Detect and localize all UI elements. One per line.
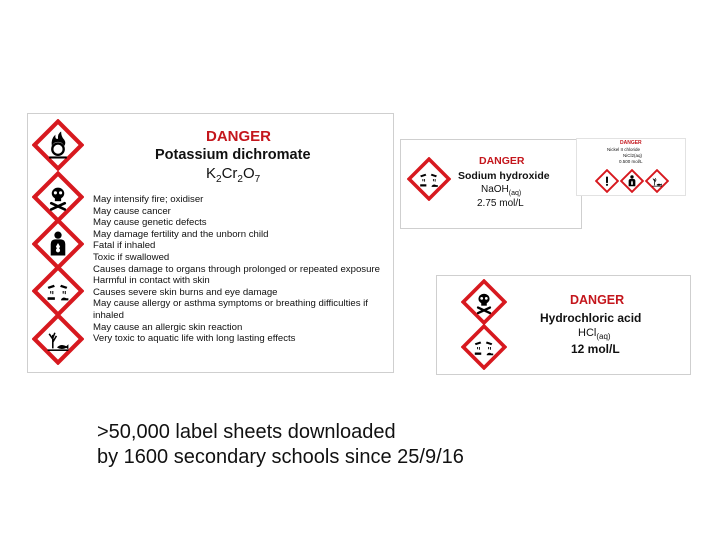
- signal-word: DANGER: [479, 155, 525, 167]
- signal-word: DANGER: [620, 140, 642, 146]
- skull-crossbones-icon: [32, 171, 84, 223]
- chemical-name: Sodium hydroxide: [458, 170, 550, 182]
- hazard-statement: Very toxic to aquatic life with long lasting effects: [93, 333, 296, 345]
- chemical-formula: HCl$_{(aq)}$: [578, 327, 611, 342]
- concentration: 0.500 mol/L: [619, 159, 643, 164]
- environment-icon: [645, 169, 669, 193]
- skull-crossbones-icon: [461, 279, 507, 325]
- hazard-statement: May cause allergy or asthma symptoms or breathing difficulties if inhaled: [93, 298, 368, 321]
- hazard-statement: Causes severe skin burns and eye damage: [93, 286, 278, 298]
- health-hazard-icon: [32, 218, 84, 270]
- hazard-statement: Toxic if swallowed: [93, 251, 170, 263]
- exclamation-icon: [595, 169, 619, 193]
- signal-word: DANGER: [206, 128, 272, 145]
- nickel-chloride-label: [576, 138, 686, 196]
- hazard-statements: [93, 194, 389, 345]
- corrosive-icon: [407, 157, 451, 201]
- chemical-formula: NaOH$_{(aq)}$: [481, 184, 522, 197]
- caption-line: by 1600 secondary schools since 25/9/16: [97, 446, 464, 468]
- hazard-statement: Harmful in contact with skin: [93, 275, 210, 287]
- health-hazard-icon: [620, 169, 644, 193]
- chemical-name: Hydrochloric acid: [540, 311, 642, 325]
- sodium-hydroxide-label: [400, 139, 582, 229]
- oxidiser-icon: [32, 119, 84, 171]
- chemical-formula: NiCl2(aq): [623, 153, 643, 158]
- hydrochloric-acid-label: [436, 275, 691, 375]
- hazard-statement: May cause cancer: [93, 205, 171, 217]
- chemical-formula: $K_2Cr_2O_7$: [206, 165, 261, 185]
- corrosive-icon: [461, 324, 507, 370]
- potassium-dichromate-label: [27, 113, 394, 373]
- hazard-statement: Fatal if inhaled: [93, 240, 156, 252]
- concentration: 12 mol/L: [571, 342, 620, 356]
- hazard-statement: Causes damage to organs through prolonged or repeated exposure: [93, 263, 380, 275]
- chemical-name: Nickel II chloride: [607, 147, 641, 152]
- signal-word: DANGER: [570, 293, 625, 307]
- hazard-statement: May intensify fire; oxidiser: [93, 194, 204, 205]
- chemical-name: Potassium dichromate: [155, 147, 311, 163]
- hazard-statement: May cause an allergic skin reaction: [93, 321, 243, 333]
- environment-icon: [32, 313, 84, 365]
- caption-line: >50,000 label sheets downloaded: [97, 421, 396, 443]
- caption: [97, 420, 464, 470]
- concentration: 2.75 mol/L: [477, 198, 524, 209]
- corrosive-icon: [32, 265, 84, 317]
- hazard-statement: May cause genetic defects: [93, 217, 207, 229]
- hazard-statement: May damage fertility and the unborn child: [93, 228, 269, 240]
